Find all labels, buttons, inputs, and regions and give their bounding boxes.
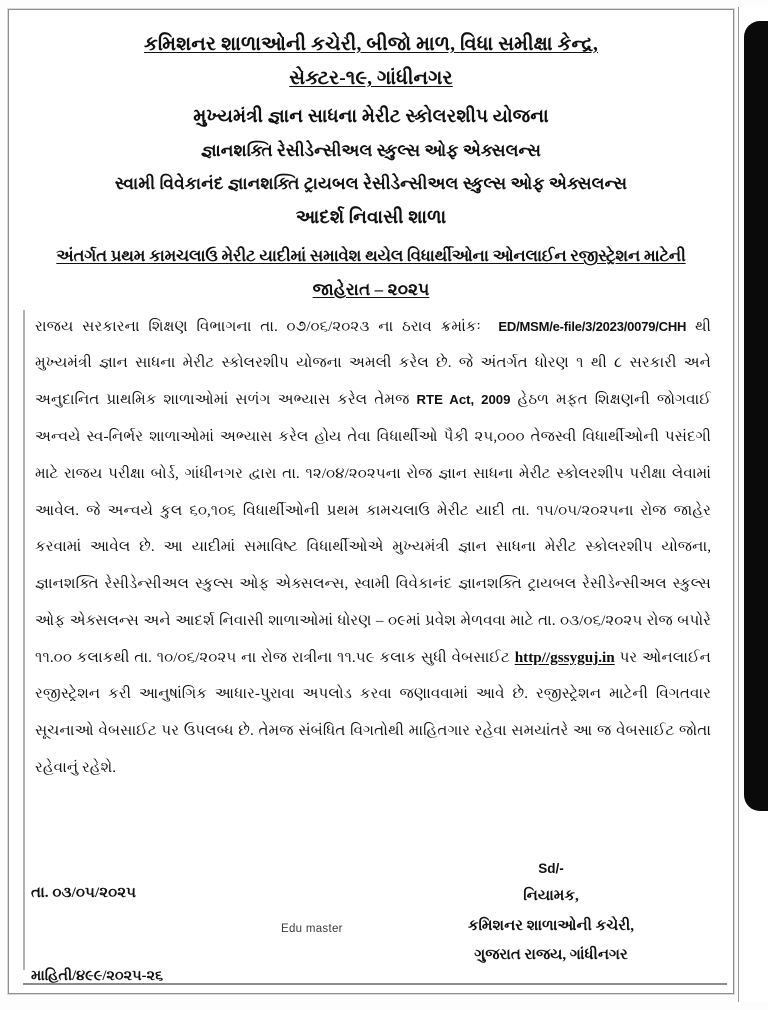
issue-date: તા. ૦૩/૦૫/૨૦૨૫ [31, 884, 137, 901]
issuing-office-address-line-1: કમિશનર શાળાઓની કચેરી, બીજો માળ, વિધા સમીક્ષા કેન્દ્ર, [144, 34, 598, 55]
notification-subject-line: અંતર્ગત પ્રથમ કામચલાઉ મેરીટ યાદીમાં સમાવેશ થયેલ વિધાર્થીઓના ઓનલાઈન રજીસ્ટ્રેશન માટેની [56, 246, 686, 266]
signature-block [421, 856, 681, 970]
issuing-office-address-line-2: સેક્ટર-૧૯, ગાંધીનગર [289, 67, 453, 89]
registration-portal-link[interactable]: http//gssyguj.in [514, 648, 615, 666]
adjacent-dark-object [744, 21, 768, 811]
signatory-office-location: ગુજરાત રાજય, ગાંધીનગર [474, 946, 628, 963]
notification-body-paragraph [27, 309, 715, 787]
signatory-designation: નિયામક, [523, 888, 579, 905]
adjacent-page-edge [738, 7, 768, 1002]
footer-reference-number: માહિતી/૪૯૯/૨૦૨૫-૨૬ [31, 968, 164, 984]
sd-signature-mark: Sd/- [538, 861, 564, 876]
edu-master-watermark: Edu master [281, 923, 343, 935]
body-segment-2: થી મુખ્યમંત્રી જ્ઞાન સાધના મેરીટ સ્કોલરશીપ યોજના અમલી કરેલ છે. જે અંતર્ગત ધોરણ ૧ થી ૮ સરકારી અને અનુદાનિત પ્રાથમિક શાળાઓમાં સળંગ અભ્યાસ કરેલ તેમજ [35, 317, 712, 409]
scheme-name-tribal-residential: સ્વામી વિવેકાનંદ જ્ઞાનશક્તિ ટ્રાયબલ રેસીડેન્સીઅલ સ્કુલ્સ ઓફ એક્સલન્સ [114, 174, 628, 194]
body-segment-1: રાજય સરકારના શિક્ષણ વિભાગના તા. ૦૭/૦૬/૨૦૨૩ ના ઠરાવ ક્રમાંકઃ [35, 317, 481, 335]
signatory-office-name: કમિશનર શાળાઓની કચેરી, [467, 917, 635, 934]
left-margin-rule [23, 310, 25, 970]
rte-act-reference: RTE Act, 2009 [416, 392, 511, 408]
advertisement-title: જાહેરાત – ૨૦૨૫ [312, 279, 430, 299]
scheme-name-adarsh-nivasi: આદર્શ નિવાસી શાળા [295, 208, 447, 229]
scheme-name-gyanshakti: જ્ઞાનશક્તિ રેસીડેન્સીઅલ સ્કુલ્સ ઓફ એક્સલન્સ [200, 141, 542, 161]
body-segment-4: પર ઓનલાઈન રજીસ્ટ્રેશન કરી આનુષાંગિક આધાર-પુરાવા અપલોડ કરવા જણાવવામાં આવે છે. રજીસ્ટ્રેશન માટેની વિગતવાર સૂચનાઓ વેબસાઈટ પર ઉપલબ્ધ છે. તેમજ સંબંધિત વિગતોથી માહિતગાર રહેવા સમયાંતરે આ જ વેબસાઈટ જોતા રહેવાનું રહેશે. [35, 648, 712, 777]
resolution-number: ED/MSM/e-file/3/2023/0079/CHH [498, 318, 687, 334]
document-content [27, 20, 715, 787]
notification-document-page [8, 9, 734, 994]
body-segment-3: હેઠળ મફત શિક્ષણની જોગવાઈ અન્વયે સ્વ-નિર્ભર શાળાઓમાં અભ્યાસ કરેલ હોય તેવા વિધાર્થીઓ પૈકી ૨૫,૦૦૦ તેજસ્વી વિધાર્થીઓની પસંદગી માટે રાજય પરીક્ષા બોર્ડ, ગાંધીનગર દ્વારા તા. ૧૨/૦૪/૨૦૨૫ના રોજ જ્ઞાન સાધના મેરીટ સ્કોલરશીપ પરીક્ષા લેવામાં આવેલ. જે અન્વયે કુલ ૬૦,૧૦૬ વિધાર્થીઓની પ્રથમ કામચલાઉ મેરીટ યાદી તા. ૧૫/૦૫/૨૦૨૫ના રોજ જાહેર કરવામાં આવેલ છે. આ યાદીમાં સમાવિષ્ટ વિધાર્થીઓએ મુખ્યમંત્રી જ્ઞાન સાધના મેરીટ સ્કોલરશીપ યોજના, જ્ઞાનશક્તિ રેસીડેન્સીઅલ સ્કુલ્સ ઓફ એક્સલન્સ, સ્વામી વિવેકાનંદ જ્ઞાનશક્તિ ટ્રાયબલ રેસીડેન્સીઅલ સ્કુલ્સ ઓફ એક્સલન્સ અને આદર્શ નિવાસી શાળાઓમાં ધોરણ – ૦૯માં પ્રવેશ મેળવવા માટે તા. ૦૩/૦૬/૨૦૨૫ રોજ બપોરે ૧૧.૦૦ કલાકથી તા. ૧૦/૦૬/૨૦૨૫ ના રોજ રાત્રીના ૧૧.૫૯ કલાક સુધી વેબસાઈટ [35, 391, 711, 666]
scheme-name-primary: મુખ્યમંત્રી જ્ઞાન સાધના મેરીટ સ્કોલરશીપ યોજના [193, 106, 549, 127]
